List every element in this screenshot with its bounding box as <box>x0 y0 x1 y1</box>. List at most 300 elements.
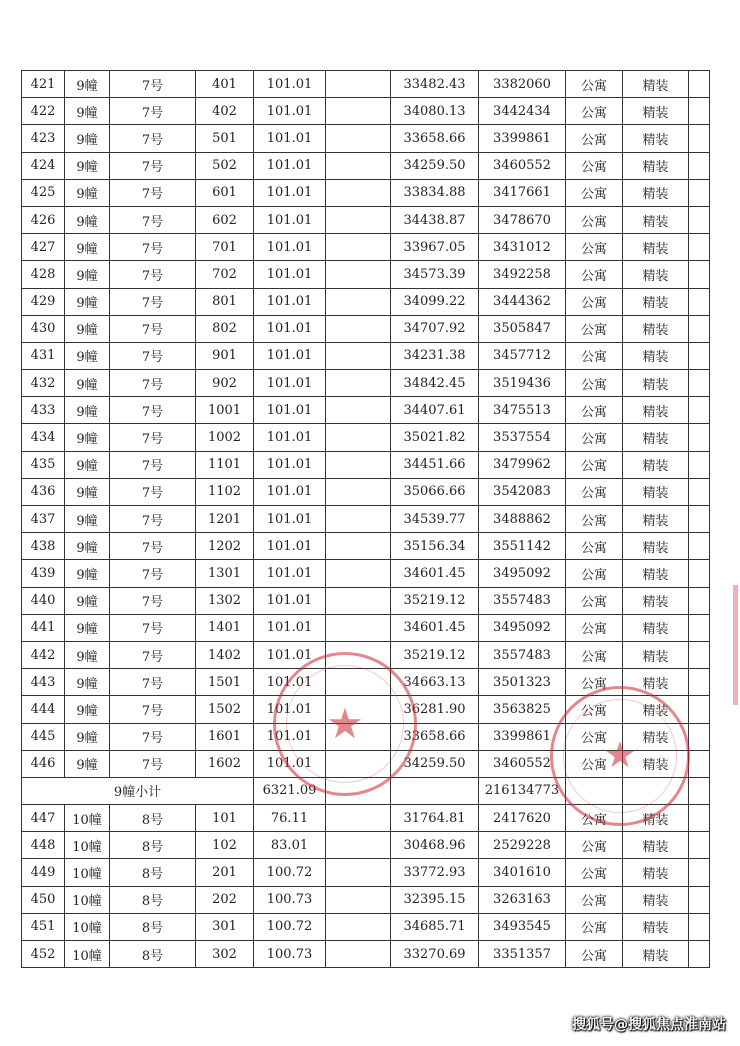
blank-column-cell <box>326 941 391 968</box>
unit-price-cell: 34407.61 <box>391 397 479 424</box>
area-cell: 101.01 <box>254 206 326 233</box>
usage-type-cell: 公寓 <box>566 696 623 723</box>
row-number-cell: 433 <box>22 397 65 424</box>
table-row <box>22 533 710 560</box>
area-cell: 101.01 <box>254 560 326 587</box>
unit-price-cell: 33772.93 <box>391 859 479 886</box>
row-number-cell: 430 <box>22 315 65 342</box>
row-number-cell: 452 <box>22 941 65 968</box>
table-row <box>22 342 710 369</box>
subtotal-empty-cell <box>391 777 479 804</box>
table-row <box>22 886 710 913</box>
area-cell: 101.01 <box>254 533 326 560</box>
unit-price-cell: 34573.39 <box>391 261 479 288</box>
building-cell: 9幢 <box>65 125 110 152</box>
room-number-cell: 1102 <box>196 478 254 505</box>
subtotal-empty-cell <box>623 777 689 804</box>
total-price-cell: 3263163 <box>479 886 566 913</box>
total-price-cell: 3557483 <box>479 587 566 614</box>
room-number-cell: 502 <box>196 152 254 179</box>
note-cell <box>689 506 710 533</box>
note-cell <box>689 669 710 696</box>
building-cell: 9幢 <box>65 669 110 696</box>
area-cell: 101.01 <box>254 478 326 505</box>
seal-star-icon: ★ <box>603 735 637 776</box>
table-row <box>22 288 710 315</box>
decoration-cell: 精装 <box>623 669 689 696</box>
room-number-cell: 301 <box>196 913 254 940</box>
area-cell: 100.72 <box>254 913 326 940</box>
table-row <box>22 152 710 179</box>
row-number-cell: 447 <box>22 805 65 832</box>
total-price-cell: 3460552 <box>479 750 566 777</box>
unit-price-cell: 35021.82 <box>391 424 479 451</box>
usage-type-cell: 公寓 <box>566 71 623 98</box>
area-cell: 101.01 <box>254 669 326 696</box>
decoration-cell: 精装 <box>623 750 689 777</box>
decoration-cell: 精装 <box>623 696 689 723</box>
total-price-cell: 3351357 <box>479 941 566 968</box>
area-cell: 76.11 <box>254 805 326 832</box>
building-cell: 9幢 <box>65 424 110 451</box>
room-number-cell: 401 <box>196 71 254 98</box>
usage-type-cell: 公寓 <box>566 451 623 478</box>
room-number-cell: 1002 <box>196 424 254 451</box>
area-cell: 101.01 <box>254 342 326 369</box>
unit-price-cell: 33658.66 <box>391 723 479 750</box>
building-cell: 9幢 <box>65 614 110 641</box>
table-row <box>22 669 710 696</box>
decoration-cell: 精装 <box>623 424 689 451</box>
building-cell: 9幢 <box>65 723 110 750</box>
row-number-cell: 443 <box>22 669 65 696</box>
blank-column-cell <box>326 478 391 505</box>
decoration-cell: 精装 <box>623 832 689 859</box>
total-price-cell: 3492258 <box>479 261 566 288</box>
unit-cell: 7号 <box>110 750 196 777</box>
blank-column-cell <box>326 71 391 98</box>
decoration-cell: 精装 <box>623 560 689 587</box>
note-cell <box>689 261 710 288</box>
building-cell: 10幢 <box>65 832 110 859</box>
total-price-cell: 3557483 <box>479 641 566 668</box>
note-cell <box>689 478 710 505</box>
total-price-cell: 3431012 <box>479 234 566 261</box>
decoration-cell: 精装 <box>623 451 689 478</box>
area-cell: 101.01 <box>254 179 326 206</box>
area-cell: 101.01 <box>254 614 326 641</box>
row-number-cell: 424 <box>22 152 65 179</box>
building-cell: 9幢 <box>65 587 110 614</box>
building-cell: 10幢 <box>65 859 110 886</box>
seal-star-icon: ★ <box>326 699 364 748</box>
total-price-cell: 3551142 <box>479 533 566 560</box>
table-row <box>22 206 710 233</box>
total-price-cell: 2529228 <box>479 832 566 859</box>
room-number-cell: 1202 <box>196 533 254 560</box>
source-watermark: 搜狐号@搜狐焦点淮南站 <box>572 1017 726 1033</box>
unit-price-cell: 33658.66 <box>391 125 479 152</box>
total-price-cell: 3479962 <box>479 451 566 478</box>
note-cell <box>689 723 710 750</box>
blank-column-cell <box>326 261 391 288</box>
building-cell: 9幢 <box>65 152 110 179</box>
total-price-cell: 2417620 <box>479 805 566 832</box>
building-cell: 9幢 <box>65 533 110 560</box>
total-price-cell: 3505847 <box>479 315 566 342</box>
total-price-cell: 3457712 <box>479 342 566 369</box>
note-cell <box>689 560 710 587</box>
decoration-cell: 精装 <box>623 506 689 533</box>
room-number-cell: 601 <box>196 179 254 206</box>
row-number-cell: 446 <box>22 750 65 777</box>
total-price-cell: 3382060 <box>479 71 566 98</box>
room-number-cell: 801 <box>196 288 254 315</box>
table-row <box>22 179 710 206</box>
row-number-cell: 448 <box>22 832 65 859</box>
note-cell <box>689 98 710 125</box>
row-number-cell: 450 <box>22 886 65 913</box>
note-cell <box>689 614 710 641</box>
note-cell <box>689 125 710 152</box>
decoration-cell: 精装 <box>623 71 689 98</box>
usage-type-cell: 公寓 <box>566 533 623 560</box>
note-cell <box>689 342 710 369</box>
usage-type-cell: 公寓 <box>566 424 623 451</box>
total-price-cell: 3444362 <box>479 288 566 315</box>
room-number-cell: 1602 <box>196 750 254 777</box>
unit-price-cell: 32395.15 <box>391 886 479 913</box>
decoration-cell: 精装 <box>623 98 689 125</box>
usage-type-cell: 公寓 <box>566 98 623 125</box>
unit-cell: 7号 <box>110 723 196 750</box>
decoration-cell: 精装 <box>623 179 689 206</box>
area-cell: 101.01 <box>254 641 326 668</box>
building-cell: 10幢 <box>65 805 110 832</box>
decoration-cell: 精装 <box>623 805 689 832</box>
table-row <box>22 941 710 968</box>
area-cell: 101.01 <box>254 315 326 342</box>
unit-price-cell: 35219.12 <box>391 587 479 614</box>
total-price-cell: 3495092 <box>479 560 566 587</box>
edge-seal-fragment <box>733 585 738 705</box>
unit-cell: 7号 <box>110 342 196 369</box>
table-row <box>22 832 710 859</box>
unit-price-cell: 33834.88 <box>391 179 479 206</box>
decoration-cell: 精装 <box>623 641 689 668</box>
note-cell <box>689 288 710 315</box>
total-price-cell: 3478670 <box>479 206 566 233</box>
table-row <box>22 71 710 98</box>
blank-column-cell <box>326 342 391 369</box>
building-cell: 9幢 <box>65 451 110 478</box>
table-row <box>22 587 710 614</box>
area-cell: 83.01 <box>254 832 326 859</box>
usage-type-cell: 公寓 <box>566 750 623 777</box>
row-number-cell: 421 <box>22 71 65 98</box>
table-row <box>22 506 710 533</box>
building-cell: 9幢 <box>65 506 110 533</box>
usage-type-cell: 公寓 <box>566 370 623 397</box>
blank-column-cell <box>326 98 391 125</box>
blank-column-cell <box>326 614 391 641</box>
row-number-cell: 437 <box>22 506 65 533</box>
table-row <box>22 424 710 451</box>
blank-column-cell <box>326 179 391 206</box>
total-price-cell: 3475513 <box>479 397 566 424</box>
usage-type-cell: 公寓 <box>566 261 623 288</box>
decoration-cell: 精装 <box>623 941 689 968</box>
table-row <box>22 805 710 832</box>
note-cell <box>689 832 710 859</box>
unit-cell: 7号 <box>110 206 196 233</box>
row-number-cell: 451 <box>22 913 65 940</box>
decoration-cell: 精装 <box>623 859 689 886</box>
room-number-cell: 1501 <box>196 669 254 696</box>
area-cell: 100.73 <box>254 941 326 968</box>
subtotal-total-price: 216134773 <box>479 777 566 804</box>
table-body-building-10 <box>22 805 710 968</box>
usage-type-cell: 公寓 <box>566 941 623 968</box>
room-number-cell: 1101 <box>196 451 254 478</box>
unit-price-cell: 35219.12 <box>391 641 479 668</box>
decoration-cell: 精装 <box>623 886 689 913</box>
decoration-cell: 精装 <box>623 614 689 641</box>
area-cell: 101.01 <box>254 506 326 533</box>
unit-cell: 7号 <box>110 125 196 152</box>
decoration-cell: 精装 <box>623 397 689 424</box>
note-cell <box>689 152 710 179</box>
decoration-cell: 精装 <box>623 125 689 152</box>
building-cell: 9幢 <box>65 342 110 369</box>
decoration-cell: 精装 <box>623 478 689 505</box>
decoration-cell: 精装 <box>623 261 689 288</box>
usage-type-cell: 公寓 <box>566 805 623 832</box>
unit-cell: 7号 <box>110 696 196 723</box>
blank-column-cell <box>326 805 391 832</box>
unit-cell: 7号 <box>110 560 196 587</box>
table-row <box>22 315 710 342</box>
building-cell: 9幢 <box>65 206 110 233</box>
table-row <box>22 370 710 397</box>
note-cell <box>689 179 710 206</box>
decoration-cell: 精装 <box>623 234 689 261</box>
subtotal-area: 6321.09 <box>254 777 326 804</box>
room-number-cell: 201 <box>196 859 254 886</box>
usage-type-cell: 公寓 <box>566 397 623 424</box>
area-cell: 101.01 <box>254 98 326 125</box>
unit-price-cell: 34231.38 <box>391 342 479 369</box>
unit-cell: 7号 <box>110 98 196 125</box>
room-number-cell: 1001 <box>196 397 254 424</box>
building-cell: 10幢 <box>65 913 110 940</box>
table-row <box>22 696 710 723</box>
building-cell: 9幢 <box>65 560 110 587</box>
total-price-cell: 3519436 <box>479 370 566 397</box>
unit-price-cell: 34438.87 <box>391 206 479 233</box>
building-cell: 9幢 <box>65 261 110 288</box>
room-number-cell: 701 <box>196 234 254 261</box>
area-cell: 101.01 <box>254 587 326 614</box>
unit-cell: 7号 <box>110 370 196 397</box>
row-number-cell: 449 <box>22 859 65 886</box>
unit-price-cell: 35156.34 <box>391 533 479 560</box>
building-cell: 9幢 <box>65 288 110 315</box>
row-number-cell: 427 <box>22 234 65 261</box>
subtotal-section <box>22 777 710 804</box>
room-number-cell: 102 <box>196 832 254 859</box>
building-cell: 9幢 <box>65 98 110 125</box>
unit-price-cell: 33967.05 <box>391 234 479 261</box>
room-number-cell: 1401 <box>196 614 254 641</box>
note-cell <box>689 886 710 913</box>
blank-column-cell <box>326 669 391 696</box>
unit-cell: 7号 <box>110 669 196 696</box>
unit-price-cell: 34601.45 <box>391 614 479 641</box>
blank-column-cell <box>326 696 391 723</box>
row-number-cell: 431 <box>22 342 65 369</box>
building-cell: 10幢 <box>65 886 110 913</box>
total-price-cell: 3563825 <box>479 696 566 723</box>
note-cell <box>689 913 710 940</box>
unit-price-cell: 34707.92 <box>391 315 479 342</box>
blank-column-cell <box>326 587 391 614</box>
note-cell <box>689 206 710 233</box>
usage-type-cell: 公寓 <box>566 614 623 641</box>
room-number-cell: 1502 <box>196 696 254 723</box>
area-cell: 101.01 <box>254 125 326 152</box>
note-cell <box>689 397 710 424</box>
building-cell: 9幢 <box>65 71 110 98</box>
area-cell: 101.01 <box>254 397 326 424</box>
note-cell <box>689 941 710 968</box>
table-row <box>22 859 710 886</box>
unit-price-cell: 33482.43 <box>391 71 479 98</box>
usage-type-cell: 公寓 <box>566 125 623 152</box>
room-number-cell: 302 <box>196 941 254 968</box>
note-cell <box>689 641 710 668</box>
blank-column-cell <box>326 750 391 777</box>
building-cell: 9幢 <box>65 234 110 261</box>
decoration-cell: 精装 <box>623 152 689 179</box>
table-row <box>22 397 710 424</box>
row-number-cell: 423 <box>22 125 65 152</box>
row-number-cell: 434 <box>22 424 65 451</box>
room-number-cell: 1402 <box>196 641 254 668</box>
unit-cell: 7号 <box>110 315 196 342</box>
unit-cell: 7号 <box>110 641 196 668</box>
table-row <box>22 125 710 152</box>
blank-column-cell <box>326 533 391 560</box>
row-number-cell: 428 <box>22 261 65 288</box>
room-number-cell: 1601 <box>196 723 254 750</box>
unit-price-cell: 33270.69 <box>391 941 479 968</box>
row-number-cell: 426 <box>22 206 65 233</box>
note-cell <box>689 71 710 98</box>
unit-cell: 7号 <box>110 261 196 288</box>
row-number-cell: 444 <box>22 696 65 723</box>
unit-cell: 7号 <box>110 478 196 505</box>
usage-type-cell: 公寓 <box>566 859 623 886</box>
blank-column-cell <box>326 288 391 315</box>
unit-price-cell: 34099.22 <box>391 288 479 315</box>
table-row <box>22 98 710 125</box>
room-number-cell: 101 <box>196 805 254 832</box>
row-number-cell: 441 <box>22 614 65 641</box>
unit-price-cell: 34842.45 <box>391 370 479 397</box>
area-cell: 101.01 <box>254 370 326 397</box>
usage-type-cell: 公寓 <box>566 288 623 315</box>
note-cell <box>689 424 710 451</box>
usage-type-cell: 公寓 <box>566 478 623 505</box>
area-cell: 101.01 <box>254 750 326 777</box>
blank-column-cell <box>326 424 391 451</box>
table-row <box>22 560 710 587</box>
building-cell: 9幢 <box>65 641 110 668</box>
unit-cell: 7号 <box>110 179 196 206</box>
row-number-cell: 432 <box>22 370 65 397</box>
room-number-cell: 1201 <box>196 506 254 533</box>
subtotal-empty-cell <box>566 777 623 804</box>
decoration-cell: 精装 <box>623 723 689 750</box>
unit-price-cell: 34259.50 <box>391 750 479 777</box>
table-row <box>22 723 710 750</box>
blank-column-cell <box>326 397 391 424</box>
unit-cell: 8号 <box>110 941 196 968</box>
blank-column-cell <box>326 315 391 342</box>
unit-cell: 7号 <box>110 152 196 179</box>
unit-price-cell: 34601.45 <box>391 560 479 587</box>
blank-column-cell <box>326 723 391 750</box>
area-cell: 101.01 <box>254 234 326 261</box>
usage-type-cell: 公寓 <box>566 234 623 261</box>
unit-price-cell: 34663.13 <box>391 669 479 696</box>
room-number-cell: 602 <box>196 206 254 233</box>
unit-cell: 8号 <box>110 805 196 832</box>
note-cell <box>689 234 710 261</box>
usage-type-cell: 公寓 <box>566 832 623 859</box>
usage-type-cell: 公寓 <box>566 206 623 233</box>
area-cell: 100.72 <box>254 859 326 886</box>
building-cell: 9幢 <box>65 179 110 206</box>
note-cell <box>689 533 710 560</box>
total-price-cell: 3417661 <box>479 179 566 206</box>
unit-cell: 8号 <box>110 832 196 859</box>
unit-price-cell: 31764.81 <box>391 805 479 832</box>
unit-price-cell: 34539.77 <box>391 506 479 533</box>
row-number-cell: 422 <box>22 98 65 125</box>
decoration-cell: 精装 <box>623 315 689 342</box>
usage-type-cell: 公寓 <box>566 560 623 587</box>
total-price-cell: 3537554 <box>479 424 566 451</box>
usage-type-cell: 公寓 <box>566 886 623 913</box>
total-price-cell: 3460552 <box>479 152 566 179</box>
note-cell <box>689 750 710 777</box>
room-number-cell: 1302 <box>196 587 254 614</box>
area-cell: 101.01 <box>254 261 326 288</box>
unit-cell: 7号 <box>110 234 196 261</box>
blank-column-cell <box>326 832 391 859</box>
note-cell <box>689 696 710 723</box>
usage-type-cell: 公寓 <box>566 152 623 179</box>
decoration-cell: 精装 <box>623 370 689 397</box>
decoration-cell: 精装 <box>623 913 689 940</box>
decoration-cell: 精装 <box>623 288 689 315</box>
area-cell: 101.01 <box>254 424 326 451</box>
row-number-cell: 436 <box>22 478 65 505</box>
row-number-cell: 442 <box>22 641 65 668</box>
blank-column-cell <box>326 451 391 478</box>
